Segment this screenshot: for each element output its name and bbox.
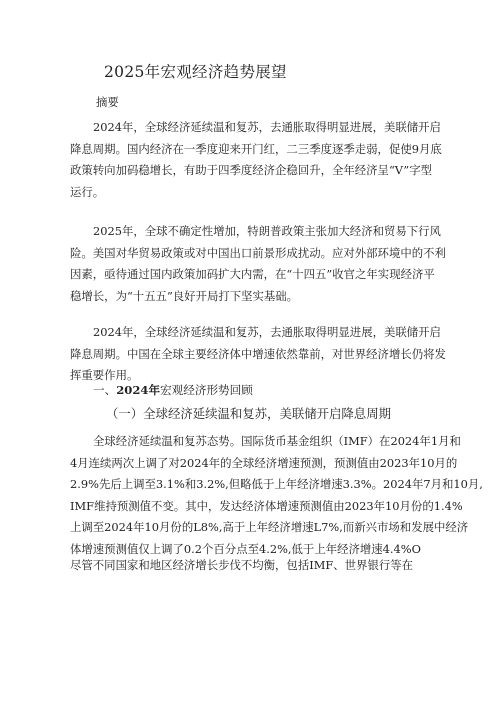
body-line: 尽管不同国家和地区经济增长步伐不均衡，包括IMF、世界银行等在 (70, 557, 414, 572)
paragraph-2 (70, 221, 446, 307)
paragraph-line: 政策转向加码稳增长，有助于四季度经济企稳回升，全年经济呈“V”字型 (70, 163, 433, 178)
abstract-label: 摘要 (96, 95, 119, 109)
body-line: 2.9%先后上调至3.1%和3.2%,但略低于上年经济增速3.3%。2024年7月和10月, (70, 477, 483, 492)
subsection-heading: （一）全球经济延续温和复苏，美联储开启降息周期 (106, 406, 391, 421)
paragraph-3 (70, 322, 446, 387)
paragraph-line: 降息周期。中国在全球主要经济体中增速依然靠前，对世界经济增长仍将发 (70, 346, 446, 361)
body-line: 上调至2024年10月份的L8%,高于上年经济增速L7%,而新兴市场和发展中经济 (70, 520, 469, 535)
paragraph-line: 因素，亟待通过国内政策加码扩大内需，在“十四五”收官之年实现经济平 (70, 267, 435, 282)
paragraph-line: 2024年，全球经济延续温和复苏，去通胀取得明显进展，美联储开启 (93, 325, 441, 339)
section-title: 宏观经济形势回顾 (160, 383, 253, 397)
paragraph-1 (70, 117, 440, 203)
paragraph-line: 降息周期。国内经济在一季度迎来开门红，二三季度逐季走弱，促使9月底 (70, 141, 442, 156)
body-line: IMF维持预测值不变。其中，发达经济体增速预测值由2023年10月份的1.4% (70, 498, 463, 513)
section-heading (93, 382, 253, 398)
document-title: 2025年宏观经济趋势展望 (104, 63, 287, 81)
body-line: 体增速预测值仅上调了0.2个百分点至4.2%,低于上年经济增速4.4%O (70, 541, 421, 556)
paragraph-line: 2024年，全球经济延续温和复苏，去通胀取得明显进展，美联储开启 (93, 120, 441, 134)
body-paragraph (70, 431, 483, 576)
paragraph-line: 运行。 (70, 184, 105, 199)
paragraph-line: 稳增长，为“十五五”良好开局打下坚实基础。 (70, 288, 299, 303)
body-line: 全球经济延续温和复苏态势。国际货币基金组织（IMF）在2024年1月和 (93, 434, 461, 448)
paragraph-line: 2025年，全球不确定性增加，特朗普政策主张加大经济和贸易下行风 (93, 224, 441, 238)
body-line: 4月连续两次上调了对2024年的全球经济增速预测，预测值由2023年10月的 (70, 455, 458, 470)
paragraph-line: 险。美国对华贸易政策或对中国出口前景形成扰动。应对外部环境中的不利 (70, 245, 446, 260)
section-number: 一、 (93, 383, 117, 397)
paragraph-line: 挥重要作用。 (70, 368, 139, 383)
section-year: 2024年 (116, 383, 161, 397)
